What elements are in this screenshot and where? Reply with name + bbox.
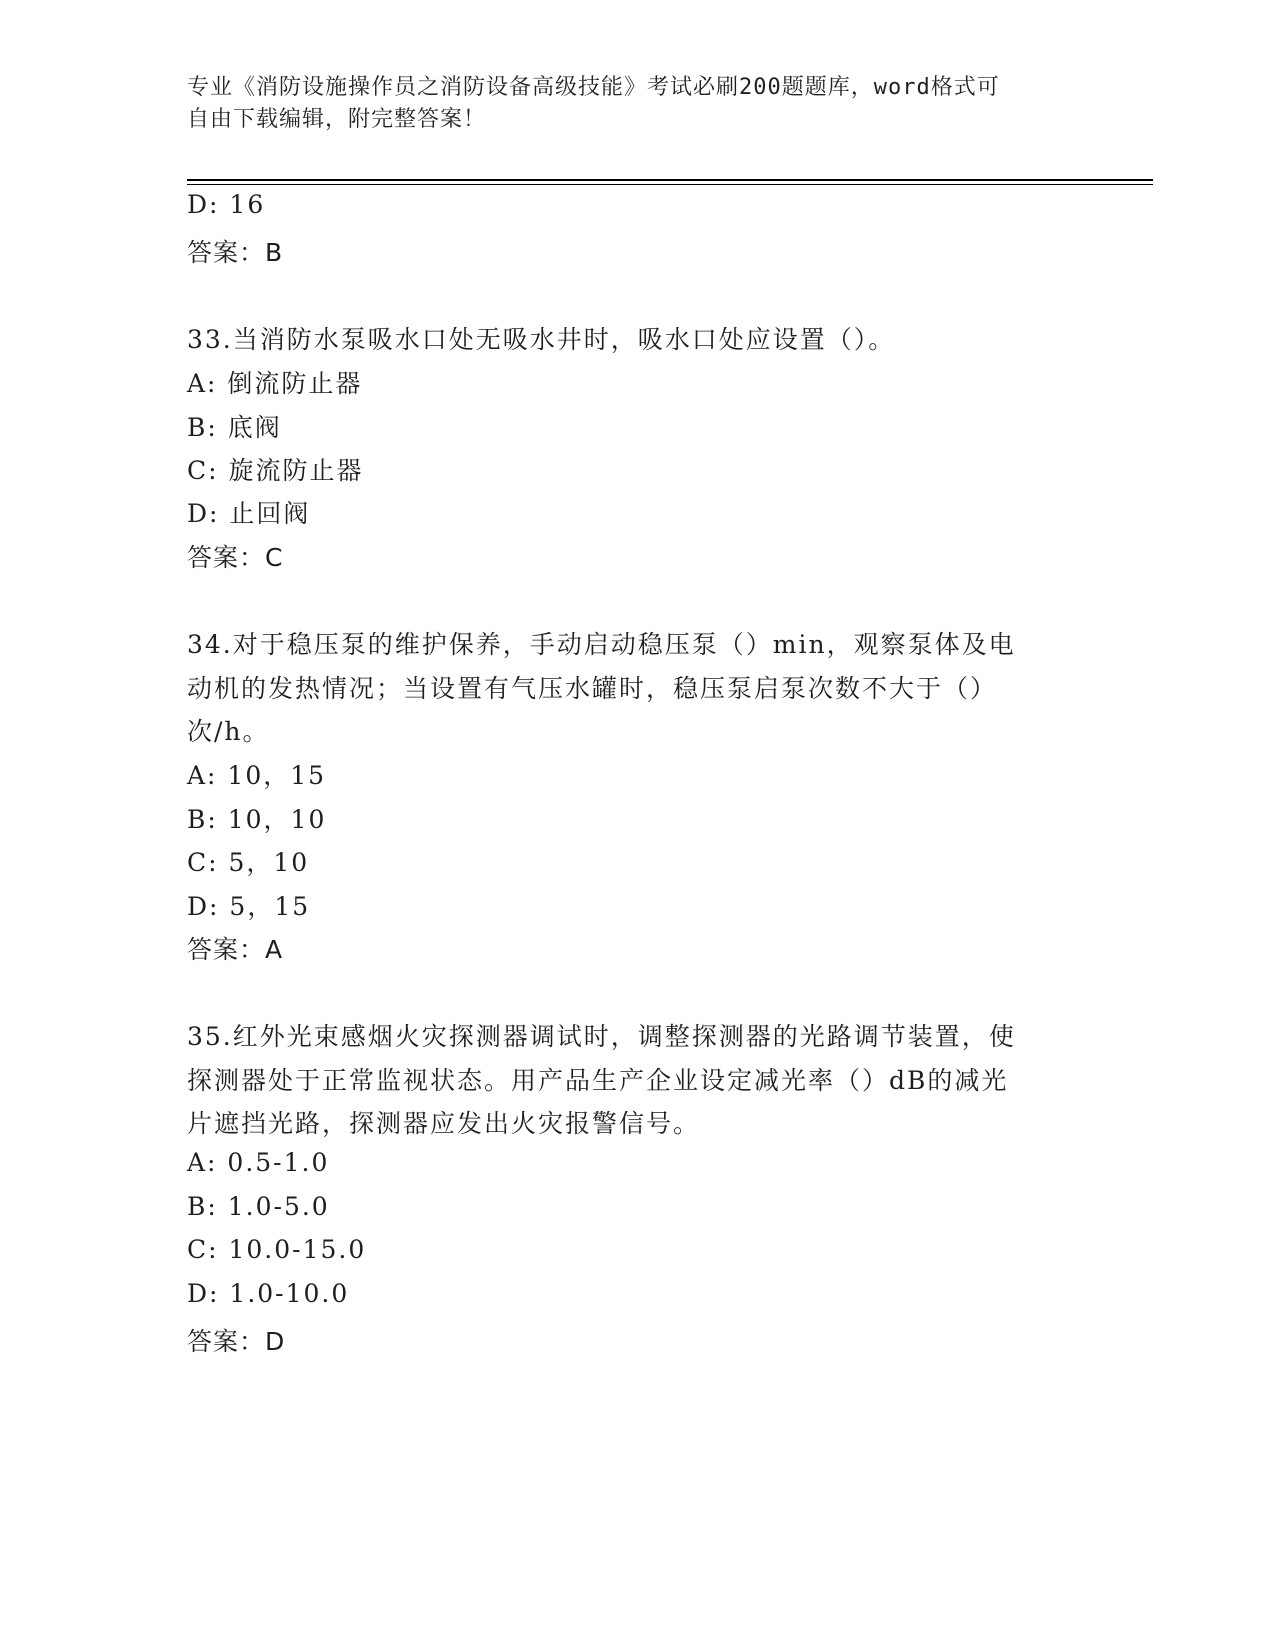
header-title-line-1: 专业《消防设施操作员之消防设备高级技能》考试必刷200题题库，word格式可 <box>187 75 1000 100</box>
header-title-line-2: 自由下载编辑，附完整答案！ <box>187 107 487 132</box>
q35-stem-line-2: 探测器处于正常监视状态。用产品生产企业设定减光率（）dB的减光 <box>187 1066 1009 1095</box>
document-header <box>187 72 1067 136</box>
q35-answer: 答案：D <box>187 1327 286 1356</box>
q34-option-a: A: 10，15 <box>187 761 327 790</box>
prev-option-d: D: 16 <box>187 190 266 219</box>
q33-stem: 33.当消防水泵吸水口处无吸水井时，吸水口处应设置（）。 <box>187 325 896 354</box>
header-rule-thin <box>187 184 1153 185</box>
q35-option-c: C: 10.0-15.0 <box>187 1235 367 1264</box>
header-rule-thick <box>187 179 1153 181</box>
q33-option-b: B: 底阀 <box>187 413 282 442</box>
q35-stem-line-3: 片遮挡光路，探测器应发出火灾报警信号。 <box>187 1109 701 1138</box>
prev-answer: 答案：B <box>187 238 284 267</box>
q34-stem-line-3: 次/h。 <box>187 717 270 746</box>
q34-stem-line-2: 动机的发热情况；当设置有气压水罐时，稳压泵启泵次数不大于（） <box>187 674 998 703</box>
q33-option-a: A: 倒流防止器 <box>187 369 363 398</box>
q34-option-c: C: 5，10 <box>187 848 310 877</box>
q34-option-d: D: 5，15 <box>187 892 311 921</box>
q35-stem-line-1: 35.红外光束感烟火灾探测器调试时，调整探测器的光路调节装置，使 <box>187 1022 1016 1051</box>
q35-option-d: D: 1.0-10.0 <box>187 1279 350 1308</box>
q34-option-b: B: 10，10 <box>187 805 327 834</box>
q33-option-d: D: 止回阀 <box>187 499 311 528</box>
q33-option-c: C: 旋流防止器 <box>187 456 364 485</box>
q35-option-a: A: 0.5-1.0 <box>187 1148 330 1177</box>
q34-stem-line-1: 34.对于稳压泵的维护保养，手动启动稳压泵（）min，观察泵体及电 <box>187 630 1016 659</box>
q34-answer: 答案：A <box>187 935 284 964</box>
q35-option-b: B: 1.0-5.0 <box>187 1192 330 1221</box>
q33-answer: 答案：C <box>187 543 284 572</box>
